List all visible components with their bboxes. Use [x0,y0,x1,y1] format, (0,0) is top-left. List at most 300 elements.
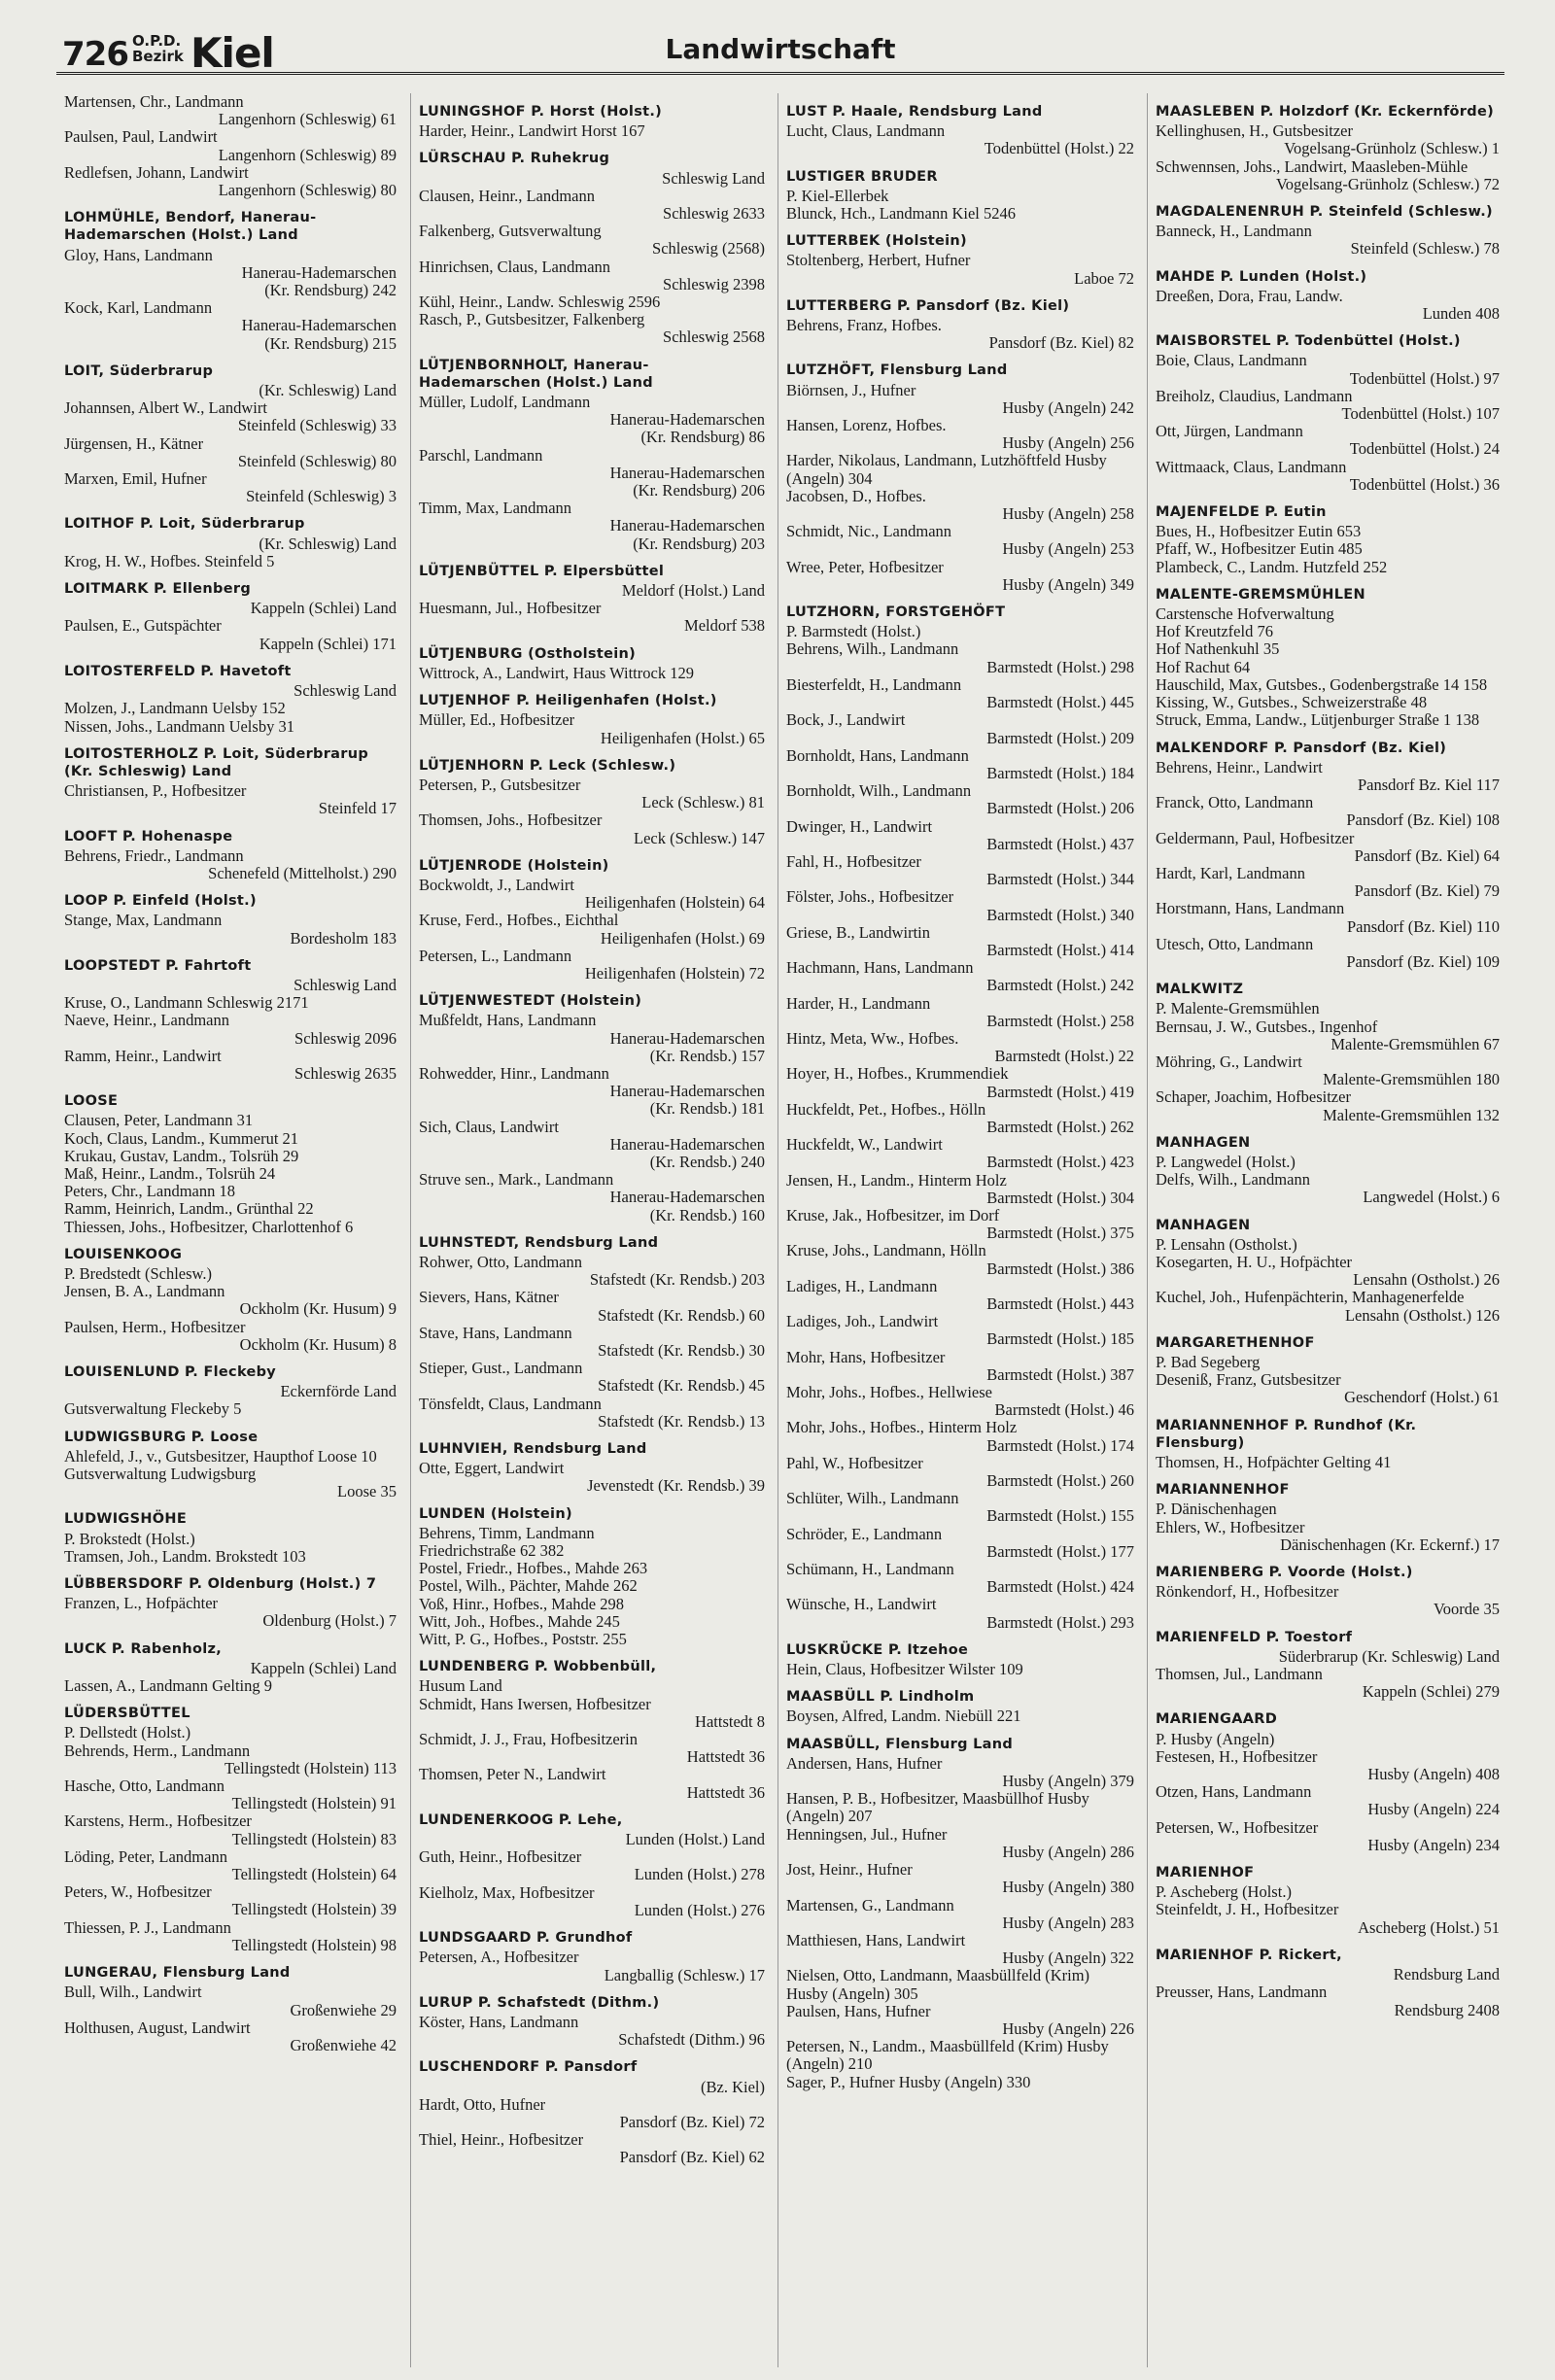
place-heading: LOIT, Süderbrarup [64,362,214,379]
entry-name: Clausen, Heinr., Landmann [419,186,596,205]
entry-name: Pahl, W., Hofbesitzer [786,1453,923,1472]
entry-name: Hof Kreutzfeld 76 [1156,622,1273,641]
entry-name: Bernsau, J. W., Gutsbes., Ingenhof [1156,1017,1378,1036]
place-heading: LÜBBERSDORF P. Oldenburg (Holst.) 7 [64,1576,377,1593]
entry-location: Schleswig 2635 [294,1063,397,1083]
entry-location: Schleswig 2568 [663,328,765,347]
entry-name: P. Kiel-Ellerbek [786,186,889,205]
entry-name: Biörnsen, J., Hufner [786,380,916,399]
entry-location: Laboe 72 [1074,268,1134,288]
entry-location: Großenwiehe 29 [290,2000,397,2019]
entry-location: Voorde 35 [1434,1600,1500,1619]
entry-name: Parschl, Landmann [419,445,543,465]
entry-location: Barmstedt (Holst.) 375 [986,1224,1134,1243]
entry-name: P. Dänischenhagen [1156,1500,1277,1519]
place-heading: LUTTERBERG P. Pansdorf (Bz. Kiel) [786,297,1070,314]
entry-location: Rendsburg 2408 [1394,2000,1500,2019]
entry-location: (Kr. Schleswig) Land [259,381,397,400]
entry-location: Barmstedt (Holst.) 387 [986,1364,1134,1384]
entry-location: Todenbüttel (Holst.) 97 [1349,368,1500,388]
entry-location: Barmstedt (Holst.) 414 [986,940,1134,959]
entry-name: Jost, Heinr., Hufner [786,1860,913,1880]
entry-name: P. Lensahn (Ostholst.) [1156,1234,1297,1254]
entry-name: Bockwoldt, J., Landwirt [419,875,574,894]
entry-name: Huesmann, Jul., Hofbesitzer [419,599,602,618]
entry-location: Husby (Angeln) 224 [1367,1800,1500,1819]
entry-location: Meldorf (Holst.) Land [621,581,765,601]
entry-name: Struck, Emma, Landw., Lütjenburger Straße 1 138 [1156,710,1480,730]
entry-location: Kappeln (Schlei) 279 [1362,1682,1500,1702]
entry-location: Hanerau-Hademarschen [609,1134,765,1154]
entry-location: Heiligenhafen (Holst.) 69 [600,928,765,948]
entry-location: (Kr. Rendsburg) 206 [633,481,765,500]
entry-name: Paulsen, Herm., Hofbesitzer [64,1317,246,1336]
entry-name: Harder, H., Landmann [786,993,931,1013]
place-heading: LOITHOF P. Loit, Süderbrarup [64,516,305,533]
entry-location: Husby (Angeln) 379 [1002,1772,1134,1791]
place-heading: LUST P. Haale, Rendsburg Land [786,104,1043,120]
entry-location: Pansdorf (Bz. Kiel) 82 [988,333,1134,353]
entry-name: Preusser, Hans, Landmann [1156,1983,1328,2002]
entry-name: Gutsverwaltung Ludwigsburg [64,1465,257,1484]
entry-name: Gloy, Hans, Landmann [64,245,213,264]
entry-name: Martensen, Chr., Landmann [64,93,244,111]
entry-location: Barmstedt (Holst.) 46 [994,1400,1134,1420]
place-heading: MALKENDORF P. Pansdorf (Bz. Kiel) [1156,740,1447,756]
entry-name: Ladiges, H., Landmann [786,1276,938,1295]
entry-name: Matthiesen, Hans, Landwirt [786,1930,966,1949]
entry-location: Rendsburg Land [1393,1965,1500,1984]
entry-name: Nissen, Johs., Landmann Uelsby 31 [64,716,294,736]
entry-location: Bordesholm 183 [290,928,397,948]
entry-name: Wittmaack, Claus, Landmann [1156,457,1347,476]
entry-name: Johannsen, Albert W., Landwirt [64,398,267,418]
entry-location: Pansdorf (Bz. Kiel) 64 [1354,845,1500,865]
entry-location: Schafstedt (Dithm.) 96 [618,2030,765,2050]
entry-location: Langenhorn (Schleswig) 80 [218,181,397,200]
entry-name: Kissing, W., Gutsbes., Schweizerstraße 48 [1156,693,1428,712]
entry-name: Kellinghusen, H., Gutsbesitzer [1156,121,1354,141]
entry-name: Rasch, P., Gutsbesitzer, Falkenberg [419,310,645,329]
entry-location: Husby (Angeln) 349 [1002,574,1134,594]
entry-name: Stange, Max, Landmann [64,911,223,930]
entry-name: Krog, H. W., Hofbes. Steinfeld 5 [64,551,275,570]
place-heading: LUDWIGSHÖHE [64,1511,188,1528]
entry-location: Hanerau-Hademarschen [241,262,397,282]
place-heading: MAASBÜLL, Flensburg Land [786,1736,1014,1752]
place-heading: LOOFT P. Hohenaspe [64,828,233,845]
entry-name: Hinrichsen, Claus, Landmann [419,257,611,276]
entry-name: Hof Rachut 64 [1156,657,1251,676]
entry-location: Stafstedt (Kr. Rendsb.) 203 [589,1270,765,1290]
entry-location: Langwedel (Holst.) 6 [1363,1188,1500,1207]
entry-name: Hof Nathenkuhl 35 [1156,639,1280,659]
entry-location: Pansdorf (Bz. Kiel) 72 [619,2112,765,2131]
entry-location: (Kr. Rendsb.) 240 [649,1152,765,1171]
entry-name: Paulsen, Hans, Hufner [786,2001,931,2020]
entry-location: Stafstedt (Kr. Rendsb.) 13 [598,1411,765,1431]
entry-name: Ladiges, Joh., Landwirt [786,1312,939,1331]
entry-location: Hanerau-Hademarschen [609,1028,765,1048]
entry-name: Wittrock, A., Landwirt, Haus Wittrock 129 [419,663,694,682]
entry-location: Langenhorn (Schleswig) 89 [218,145,397,164]
entry-location: Steinfeld (Schleswig) 3 [246,487,397,506]
entry-name: Koch, Claus, Landm., Kummerut 21 [64,1128,299,1148]
entry-name: Behrens, Timm, Landmann [419,1523,595,1542]
place-heading: LÜRSCHAU P. Ruhekrug [419,151,610,167]
entry-name: Geldermann, Paul, Hofbesitzer [1156,828,1355,847]
entry-location: Hattstedt 8 [695,1711,765,1731]
entry-name: Clausen, Peter, Landmann 31 [64,1111,254,1130]
place-heading: MANHAGEN [1156,1217,1251,1233]
column-1 [56,93,402,2367]
entry-name: Maß, Heinr., Landm., Tolsrüh 24 [64,1163,276,1183]
entry-name: Jürgensen, H., Kätner [64,433,204,453]
column-3 [778,93,1140,2367]
entry-name: Harder, Heinr., Landwirt Horst 167 [419,121,645,141]
entry-location: Barmstedt (Holst.) 298 [986,657,1134,676]
entry-name: Sievers, Hans, Kätner [419,1288,559,1307]
entry-name: Witt, Joh., Hofbes., Mahde 245 [419,1611,620,1631]
entry-name: Thiessen, P. J., Landmann [64,1917,231,1937]
entry-location: (Kr. Rendsburg) 203 [633,534,765,553]
entry-name: Kruse, O., Landmann Schleswig 2171 [64,993,309,1013]
entry-name: Gutsverwaltung Fleckeby 5 [64,1399,242,1419]
entry-location: Stafstedt (Kr. Rendsb.) 60 [598,1305,765,1325]
district-prefix: O.P.D. Bezirk [132,32,184,65]
entry-name: Kruse, Johs., Landmann, Hölln [786,1241,986,1260]
entry-location: Stafstedt (Kr. Rendsb.) 30 [598,1341,765,1360]
place-heading: LÜTJENBÜTTEL P. Elpersbüttel [419,563,665,579]
entry-name: Hansen, Lorenz, Hofbes. [786,416,947,435]
place-heading: MAISBORSTEL P. Todenbüttel (Holst.) [1156,333,1461,350]
entry-location: Husby (Angeln) 408 [1367,1765,1500,1784]
entry-location: Lunden (Holst.) Land [625,1830,765,1849]
place-heading: LUSCHENDORF P. Pansdorf [419,2059,638,2076]
entry-location: Barmstedt (Holst.) 437 [986,834,1134,853]
entry-location: Barmstedt (Holst.) 344 [986,870,1134,889]
entry-location: (Kr. Rendsb.) 157 [649,1046,765,1065]
place-heading: LÜTJENBORNHOLT, Hanerau-Hademarschen (Holst.) Land [419,357,653,391]
entry-name: Thiessen, Johs., Hofbesitzer, Charlottenhof 6 [64,1217,354,1236]
entry-name: Ramm, Heinrich, Landm., Grünthal 22 [64,1199,314,1219]
entry-location: Lunden 408 [1422,304,1500,324]
entry-name: Nielsen, Otto, Landmann, Maasbüllfeld (Krim) Husby (Angeln) 305 [786,1966,1090,2003]
entry-name: Schmidt, Nic., Landmann [786,522,952,541]
entry-location: Kappeln (Schlei) Land [250,1658,397,1677]
entry-location: Todenbüttel (Holst.) 36 [1349,474,1500,494]
entry-location: Malente-Gremsmühlen 67 [1330,1034,1500,1053]
entry-location: Barmstedt (Holst.) 258 [986,1011,1134,1030]
entry-name: Thomsen, Johs., Hofbesitzer [419,811,603,830]
place-heading: LUTZHÖFT, Flensburg Land [786,362,1008,379]
place-heading: MALKWITZ [1156,982,1244,998]
entry-location: Pansdorf (Bz. Kiel) 110 [1346,916,1500,936]
entry-location: Lensahn (Ostholst.) 126 [1344,1305,1500,1325]
entry-location: Schleswig Land [662,168,765,188]
place-heading: LUNDENBERG P. Wobbenbüll, [419,1659,657,1675]
entry-name: Molzen, J., Landmann Uelsby 152 [64,699,286,718]
entry-name: Ahlefeld, J., v., Gutsbesitzer, Haupthof Loose 10 [64,1446,377,1466]
place-heading: LOUISENKOOG [64,1246,183,1262]
entry-name: Rönkendorf, H., Hofbesitzer [1156,1582,1339,1602]
entry-name: Schmidt, Hans Iwersen, Hofbesitzer [419,1694,651,1713]
entry-location: Barmstedt (Holst.) 293 [986,1612,1134,1632]
entry-name: Stave, Hans, Landmann [419,1323,572,1342]
entry-location: Barmstedt (Holst.) 184 [986,763,1134,782]
entry-location: Schleswig Land [294,975,397,994]
entry-name: Ehlers, W., Hofbesitzer [1156,1517,1305,1536]
entry-name: Rohwedder, Hinr., Landmann [419,1063,609,1083]
entry-location: Husby (Angeln) 283 [1002,1913,1134,1932]
entry-name: Thomsen, Jul., Landmann [1156,1665,1323,1684]
entry-location: Ascheberg (Holst.) 51 [1358,1917,1500,1937]
place-heading: MANHAGEN [1156,1134,1251,1151]
entry-name: Fölster, Johs., Hofbesitzer [786,887,954,907]
entry-location: Schleswig 2096 [294,1028,397,1048]
entry-location: Barmstedt (Holst.) 445 [986,693,1134,712]
entry-name: Banneck, H., Landmann [1156,222,1312,241]
entry-location: Schleswig (2568) [652,239,765,259]
entry-name: Petersen, W., Hofbesitzer [1156,1817,1319,1837]
header-rule [56,72,1504,78]
place-heading: LOHMÜHLE, Bendorf, Hanerau-Hademarschen (Holst.) Land [64,210,317,244]
place-heading: LUSKRÜCKE P. Itzehoe [786,1641,969,1658]
entry-location: Barmstedt (Holst.) 260 [986,1471,1134,1491]
entry-name: Biesterfeldt, H., Landmann [786,674,962,694]
entry-name: Köster, Hans, Landmann [419,2012,579,2031]
entry-name: Bull, Wilh., Landwirt [64,1983,202,2002]
entry-location: Husby (Angeln) 253 [1002,539,1134,559]
entry-name: Hoyer, H., Hofbes., Krummendiek [786,1064,1009,1084]
entry-name: Paulsen, E., Gutspächter [64,616,222,636]
entry-name: Friedrichstraße 62 382 [419,1541,565,1561]
entry-name: Müller, Ed., Hofbesitzer [419,710,575,730]
entry-location: Eckernförde Land [280,1382,397,1401]
entry-name: Harder, Nikolaus, Landmann, Lutzhöftfeld Husby (Angeln) 304 [786,451,1107,488]
entry-location: Kappeln (Schlei) Land [250,599,397,618]
place-heading: MAHDE P. Lunden (Holst.) [1156,268,1367,285]
entry-location: Barmstedt (Holst.) 304 [986,1188,1134,1207]
entry-location: Malente-Gremsmühlen 132 [1323,1105,1500,1124]
entry-location: Tellingstedt (Holstein) 83 [231,1829,397,1848]
entry-name: Deseniß, Franz, Gutsbesitzer [1156,1370,1341,1390]
entry-location: Heiligenhafen (Holstein) 64 [584,893,765,913]
entry-name: Kruse, Ferd., Hofbes., Eichthal [419,911,619,930]
entry-name: Stoltenberg, Herbert, Hufner [786,251,971,270]
entry-location: Lunden (Holst.) 276 [634,1900,765,1919]
entry-name: Otzen, Hans, Landmann [1156,1782,1312,1802]
entry-location: Langballig (Schlesw.) 17 [604,1965,765,1984]
entry-location: Hattstedt 36 [686,1747,765,1767]
entry-name: Behrens, Heinr., Landwirt [1156,757,1323,776]
entry-location: Vogelsang-Grünholz (Schlesw.) 1 [1284,139,1500,158]
entry-name: Mohr, Johs., Hofbes., Hellwiese [786,1383,992,1402]
entry-location: Jevenstedt (Kr. Rendsb.) 39 [587,1476,765,1496]
entry-name: Tramsen, Joh., Landm. Brokstedt 103 [64,1546,306,1566]
page-number: 726 [62,35,128,74]
entry-location: (Kr. Rendsb.) 160 [649,1205,765,1224]
place-heading: LÜTJENHORN P. Leck (Schlesw.) [419,757,676,774]
entry-location: Husby (Angeln) 258 [1002,504,1134,524]
place-heading: LÜDERSBÜTTEL [64,1706,190,1722]
entry-name: P. Malente-Gremsmühlen [1156,999,1320,1018]
entry-name: Kielholz, Max, Hofbesitzer [419,1882,595,1902]
entry-name: Kuchel, Joh., Hufenpächterin, Manhagenerfelde [1156,1288,1465,1307]
entry-name: Postel, Friedr., Hofbes., Mahde 263 [419,1559,648,1578]
place-heading: LOOPSTEDT P. Fahrtoft [64,957,252,974]
entry-name: Ott, Jürgen, Landmann [1156,422,1303,441]
place-heading: LUCK P. Rabenholz, [64,1640,223,1657]
place-heading: LUHNVIEH, Rendsburg Land [419,1441,647,1458]
entry-name: Kosegarten, H. U., Hofpächter [1156,1252,1353,1271]
place-heading: MAJENFELDE P. Eutin [1156,504,1327,521]
entry-name: Sich, Claus, Landwirt [419,1117,559,1136]
entry-name: Schümann, H., Landmann [786,1560,954,1579]
entry-name: Kühl, Heinr., Landw. Schleswig 2596 [419,293,661,312]
entry-name: Martensen, G., Landmann [786,1895,954,1914]
entry-name: Peters, Chr., Landmann 18 [64,1182,235,1201]
entry-name: Ramm, Heinr., Landwirt [64,1046,222,1065]
entry-name: Hauschild, Max, Gutsbes., Godenbergstraße 14 158 [1156,674,1488,694]
entry-name: Pfaff, W., Hofbesitzer Eutin 485 [1156,539,1363,559]
entry-name: P. Bad Segeberg [1156,1353,1261,1371]
entry-name: Peters, W., Hofbesitzer [64,1882,212,1902]
entry-location: Tellingstedt (Holstein) 91 [231,1794,397,1813]
entry-name: Jacobsen, D., Hofbes. [786,486,926,505]
entry-name: Behrens, Friedr., Landmann [64,845,244,865]
entry-location: Husby (Angeln) 226 [1002,2018,1134,2038]
entry-location: (Kr. Rendsb.) 181 [649,1099,765,1119]
entry-location: Geschendorf (Holst.) 61 [1344,1388,1500,1407]
place-heading: MARIANNENHOF [1156,1482,1290,1499]
entry-location: Steinfeld (Schleswig) 33 [237,416,397,435]
place-heading: MAASBÜLL P. Lindholm [786,1689,975,1706]
entry-location: Hanerau-Hademarschen [609,463,765,482]
entry-name: Lassen, A., Landmann Gelting 9 [64,1676,273,1696]
entry-name: Delfs, Wilh., Landmann [1156,1170,1310,1190]
entry-location: Barmstedt (Holst.) 209 [986,728,1134,747]
entry-location: Heiligenhafen (Holstein) 72 [584,963,765,983]
entry-location: Tellingstedt (Holstein) 64 [231,1865,397,1884]
entry-name: Paulsen, Paul, Landwirt [64,127,218,147]
entry-name: Henningsen, Jul., Hufner [786,1824,948,1844]
entry-name: Dwinger, H., Landwirt [786,816,933,836]
entry-location: Pansdorf (Bz. Kiel) 108 [1346,811,1500,830]
place-heading: LUTZHORN, FORSTGEHÖFT [786,604,1006,621]
entry-name: Guth, Heinr., Hofbesitzer [419,1847,582,1867]
entry-name: Hasche, Otto, Landmann [64,1776,225,1796]
entry-name: Mußfeldt, Hans, Landmann [419,1011,597,1030]
entry-location: Süderbrarup (Kr. Schleswig) Land [1278,1646,1500,1666]
place-heading: LOITOSTERHOLZ P. Loit, Süderbrarup (Kr. Schleswig) Land [64,745,369,779]
entry-location: Ockholm (Kr. Husum) 9 [239,1299,397,1319]
entry-name: Timm, Max, Landmann [419,499,572,518]
place-heading: MAGDALENENRUH P. Steinfeld (Schlesw.) [1156,204,1493,221]
entry-name: Franck, Otto, Landmann [1156,793,1314,812]
entry-location: Tellingstedt (Holstein) 113 [225,1758,397,1777]
entry-location: Barmstedt (Holst.) 206 [986,799,1134,818]
entry-name: Behrens, Wilh., Landmann [786,639,959,659]
entry-name: Thiel, Heinr., Hofbesitzer [419,2130,584,2150]
entry-name: Huckfeldt, Pet., Hofbes., Hölln [786,1099,986,1119]
entry-location: (Bz. Kiel) [701,2077,765,2096]
entry-location: Hanerau-Hademarschen [609,516,765,535]
entry-location: Barmstedt (Holst.) 386 [986,1259,1134,1278]
place-heading: MAASLEBEN P. Holzdorf (Kr. Eckernförde) [1156,104,1495,120]
place-heading: LUNINGSHOF P. Horst (Holst.) [419,104,663,120]
place-heading: MARGARETHENHOF [1156,1334,1315,1351]
entry-location: Dänischenhagen (Kr. Eckernf.) 17 [1280,1535,1500,1554]
entry-location: Steinfeld (Schleswig) 80 [237,451,397,470]
entry-location: Barmstedt (Holst.) 423 [986,1153,1134,1172]
entry-location: Hattstedt 36 [686,1782,765,1802]
entry-location: Pansdorf (Bz. Kiel) 109 [1346,951,1500,971]
entry-name: Marxen, Emil, Hufner [64,469,207,489]
entry-name: Utesch, Otto, Landmann [1156,934,1314,953]
entry-location: Hanerau-Hademarschen [609,1082,765,1101]
entry-name: Huckfeldt, W., Landwirt [786,1135,943,1155]
place-heading: LÜTJENWESTEDT (Holstein) [419,993,642,1010]
entry-location: Steinfeld (Schlesw.) 78 [1350,239,1500,259]
entry-name: Löding, Peter, Landmann [64,1846,227,1866]
entry-name: Boie, Claus, Landmann [1156,351,1307,370]
entry-name: Behrens, Franz, Hofbes. [786,316,942,335]
entry-location: Lensahn (Ostholst.) 26 [1353,1270,1500,1290]
entry-location: Barmstedt (Holst.) 262 [986,1117,1134,1136]
entry-location: Pansdorf (Bz. Kiel) 62 [619,2148,765,2167]
entry-name: P. Langwedel (Holst.) [1156,1152,1296,1171]
entry-name: Otte, Eggert, Landwirt [419,1459,565,1478]
entry-location: Meldorf 538 [684,616,765,636]
entry-name: Holthusen, August, Landwirt [64,2018,251,2037]
entry-name: Postel, Wilh., Pächter, Mahde 262 [419,1576,638,1596]
entry-location: Todenbüttel (Holst.) 107 [1341,404,1500,424]
entry-name: Voß, Hinr., Hofbes., Mahde 298 [419,1594,624,1613]
entry-name: Schlüter, Wilh., Landmann [786,1489,959,1508]
entry-location: Steinfeld 17 [318,799,397,818]
entry-name: Schmidt, J. J., Frau, Hofbesitzerin [419,1730,639,1749]
entry-location: Malente-Gremsmühlen 180 [1323,1070,1500,1089]
entry-location: Kappeln (Schlei) 171 [259,634,397,653]
entry-location: Barmstedt (Holst.) 185 [986,1329,1134,1349]
entry-name: Hansen, P. B., Hofbesitzer, Maasbüllhof Husby (Angeln) 207 [786,1789,1089,1826]
entry-location: Hanerau-Hademarschen [609,410,765,430]
entry-name: Hardt, Karl, Landmann [1156,863,1305,882]
entry-name: Thomsen, H., Hofpächter Gelting 41 [1156,1453,1392,1472]
entry-name: Petersen, P., Gutsbesitzer [419,775,581,794]
entry-name: Redlefsen, Johann, Landwirt [64,162,249,182]
entry-location: Todenbüttel (Holst.) 24 [1349,439,1500,459]
entry-location: (Kr. Rendsburg) 215 [264,333,397,353]
entry-location: Schenefeld (Mittelholst.) 290 [208,863,397,882]
entry-name: Husum Land [419,1676,502,1696]
entry-location: Husby (Angeln) 380 [1002,1878,1134,1897]
entry-location: Tellingstedt (Holstein) 39 [231,1900,397,1919]
entry-name: P. Ascheberg (Holst.) [1156,1882,1292,1902]
column-2 [410,93,771,2367]
entry-name: P. Husby (Angeln) [1156,1729,1275,1748]
entry-name: Jensen, B. A., Landmann [64,1282,225,1301]
entry-name: Struve sen., Mark., Landmann [419,1170,614,1190]
entry-location: Heiligenhafen (Holst.) 65 [600,728,765,747]
entry-location: Barmstedt (Holst.) 419 [986,1082,1134,1101]
place-heading: LÜTJENRODE (Holstein) [419,857,609,874]
entry-name: Blunck, Hch., Landmann Kiel 5246 [786,204,1016,224]
entry-name: Mohr, Johs., Hofbes., Hinterm Holz [786,1418,1018,1437]
entry-name: Hintz, Meta, Ww., Hofbes. [786,1028,959,1048]
entry-name: P. Dellstedt (Holst.) [64,1723,191,1742]
